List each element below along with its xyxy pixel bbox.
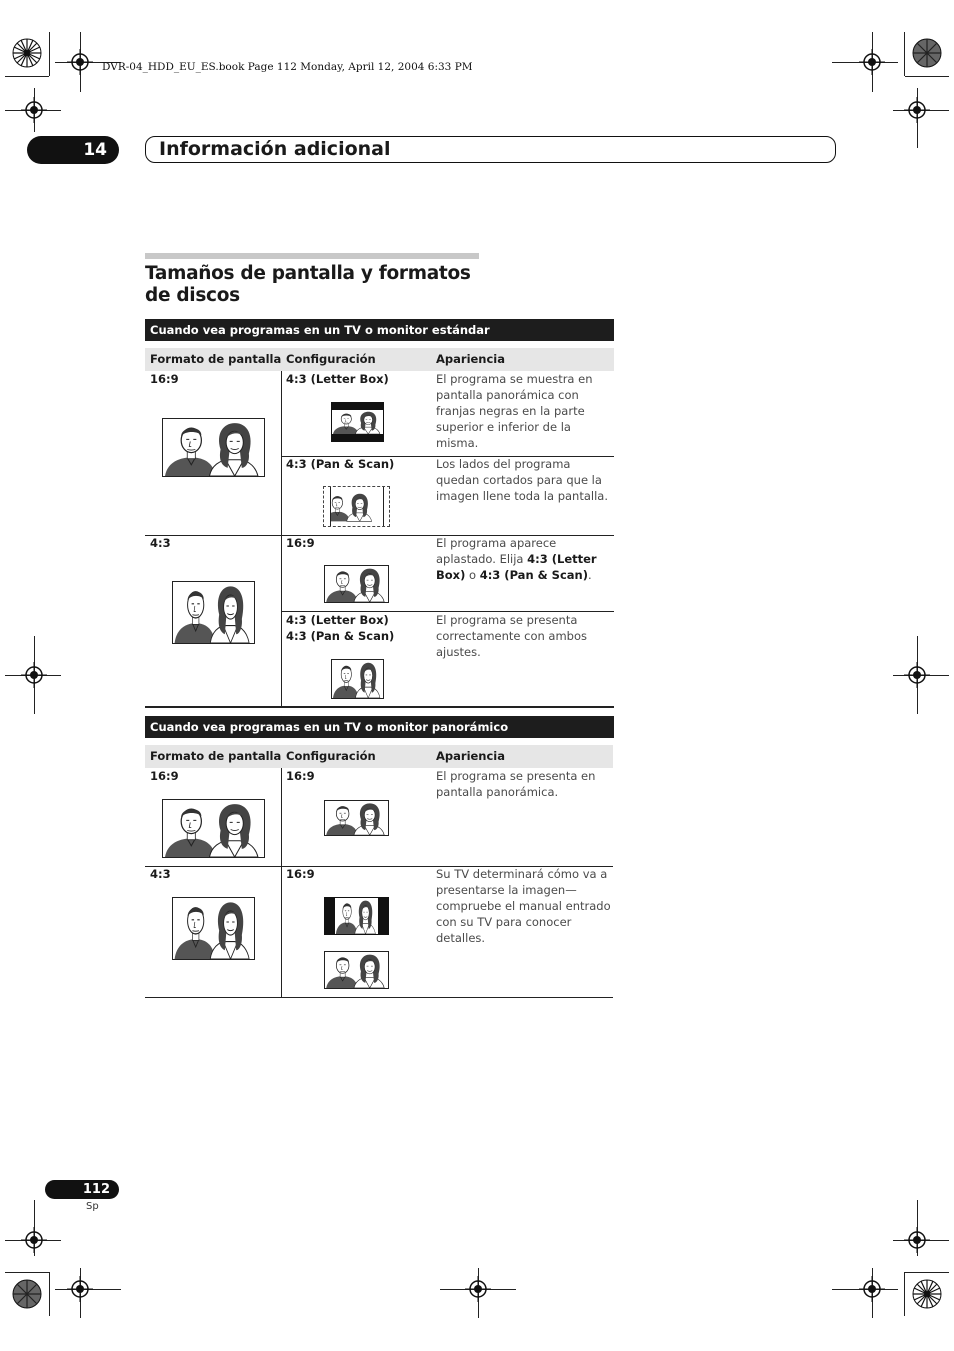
row-config: 4:3 (Letter Box) <box>286 613 389 627</box>
starburst-mark-icon <box>12 38 42 68</box>
starburst-mark-icon <box>912 38 942 68</box>
row-appearance: Su TV determinará cómo va a presentarse la imagen—compruebe el manual entrado con su TV para conocer detalles. <box>436 867 611 945</box>
standard-picture-illustration <box>172 581 255 644</box>
row-appearance: El programa se muestra en pantalla panorámica con franjas negras en la parte superior e inferior de la misma. <box>436 372 593 450</box>
registration-target-icon <box>859 49 885 75</box>
row-config: 16:9 <box>286 867 315 881</box>
chapter-number: 14 <box>27 136 119 164</box>
registration-target-icon <box>904 1227 930 1253</box>
book-header: DVR-04_HDD_EU_ES.book Page 112 Monday, April 12, 2004 6:33 PM <box>102 61 473 73</box>
row-config: 4:3 (Letter Box) <box>286 372 389 386</box>
registration-target-icon <box>67 49 93 75</box>
pillarbox-illustration <box>324 897 389 935</box>
starburst-mark-icon <box>912 1279 942 1309</box>
registration-target-icon <box>67 1276 93 1302</box>
chapter-title: Información adicional <box>145 136 836 163</box>
starburst-mark-icon <box>12 1279 42 1309</box>
registration-target-icon <box>21 662 47 688</box>
registration-target-icon <box>465 1276 491 1302</box>
registration-target-icon <box>904 662 930 688</box>
wide-picture-illustration <box>324 800 389 836</box>
table-heading: Cuando vea programas en un TV o monitor estándar <box>145 319 614 341</box>
letterbox-illustration <box>331 402 384 442</box>
row-config: 4:3 (Pan & Scan) <box>286 457 395 471</box>
col-config: Configuración <box>286 749 376 763</box>
col-format: Formato de pantalla <box>150 352 282 366</box>
row-config: 16:9 <box>286 769 315 783</box>
page-title: Tamaños de pantalla y formatos de discos <box>145 263 471 306</box>
squeezed-picture-illustration <box>324 565 389 603</box>
row-appearance: El programa se presenta en pantalla panorámica. <box>436 769 596 799</box>
registration-target-icon <box>859 1276 885 1302</box>
row-format: 4:3 <box>150 536 171 550</box>
row-appearance: El programa aparece aplastado. Elija 4:3 (Letter Box) o 4:3 (Pan & Scan). <box>436 536 597 582</box>
column-headers <box>145 348 614 371</box>
page-number: 112 <box>45 1180 119 1199</box>
col-appearance: Apariencia <box>436 749 506 763</box>
row-format: 4:3 <box>150 867 171 881</box>
row-config: 16:9 <box>286 536 315 550</box>
language-code: Sp <box>86 1201 99 1212</box>
wide-picture-illustration <box>162 418 265 477</box>
column-headers <box>145 745 613 768</box>
col-format: Formato de pantalla <box>150 749 282 763</box>
row-config-secondary: 4:3 (Pan & Scan) <box>286 629 395 643</box>
col-config: Configuración <box>286 352 376 366</box>
standard-picture-illustration <box>172 897 255 960</box>
standard-picture-illustration <box>331 659 384 699</box>
registration-target-icon <box>21 1227 47 1253</box>
row-appearance: El programa se presenta correctamente con ambos ajustes. <box>436 613 587 659</box>
registration-target-icon <box>21 97 47 123</box>
row-format: 16:9 <box>150 769 179 783</box>
col-appearance: Apariencia <box>436 352 506 366</box>
wide-picture-illustration <box>162 799 265 858</box>
row-format: 16:9 <box>150 372 179 386</box>
row-appearance: Los lados del programa quedan cortados para que la imagen llene toda la pantalla. <box>436 457 608 503</box>
pan-scan-illustration <box>323 486 390 527</box>
registration-target-icon <box>904 97 930 123</box>
table-heading: Cuando vea programas en un TV o monitor panorámico <box>145 716 614 738</box>
title-rule <box>145 253 479 259</box>
stretched-picture-illustration <box>324 951 389 989</box>
